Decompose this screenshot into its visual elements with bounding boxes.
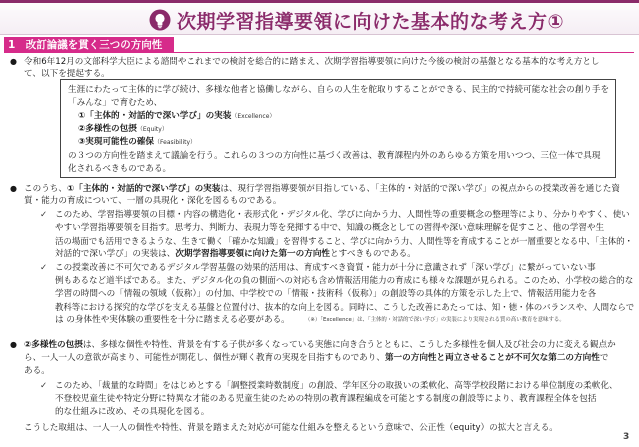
lightbulb-icon [149, 9, 171, 31]
footnote: （※）「Excellence」は、「主体的・対話的で深い学び」の実装により実現される質の高い教育を意味する。 [305, 317, 565, 323]
closing-line: こうした取組は、一人一人の個性や特性、背景を踏まえた対応が可能な仕組みを整えるという意味で、公正性（equity）の拡大と言える。 [24, 423, 558, 433]
para3-line-2: ら、一人一人の意欲が高まり、可能性が開花し、個性が輝く教育の実現を目指すものであり、第一の方向性と両立させることが不可欠な第二の方向性で [24, 353, 609, 363]
para2-line-1: このうち、①「主体的・対話的で深い学び」の実装は、現行学習指導要領が目指している、「主体的・対話的で深い学び」の視点からの授業改善を通じた資 [24, 184, 620, 194]
para3-sub1-line-2: 不登校児童生徒や特定分野に特異な才能のある児童生徒のための特別の教育課程編成を可能とする制度の創設等により、教育課程全体を包括 [55, 394, 597, 404]
title-bar [0, 3, 639, 35]
para2-sub1-line-2: やすい学習指導要領を目指す。思考力、判断力、表現力等を発揮する中で、知識の概念としての習得や深い意味理解を促すこと、他の学習や生 [55, 223, 605, 233]
para2-sub2-line-3: 学習の時間への「情報の領域（仮称）」の付加、中学校での「情報・技術科（仮称）」の創設等の具体的方策を示した上で、情報活用能力を各 [55, 289, 597, 299]
section-divider [174, 52, 634, 53]
direction-item-feasibility: ③実現可能性の確保（Feasibility） [78, 137, 197, 147]
para3-sub1-line-3: 的な仕組みに改め、その具現化を図る。 [55, 407, 210, 417]
check-icon: ✓ [40, 210, 48, 220]
direction-item-equity: ②多様性の包摂（Equity） [78, 124, 168, 134]
bullet-dot: ● [10, 340, 17, 349]
quote-line-2: 「みんな」で育むため、 [68, 98, 163, 108]
para2-line-2: 質・能力の育成について、一層の具現化・深化を図るものである。 [24, 196, 282, 206]
para3-line-1: ②多様性の包摂は、多様な個性や特性、背景を有する子供が多くなっている実態に向き合うとともに、こうした多様性を個人及び社会の力に変える観点か [24, 340, 616, 350]
quote-after-line-1: の３つの方向性を踏まえて議論を行う。これらの３つの方向性に基づく改善は、教育課程内外のあらゆる方策を用いつつ、三位一体で具現 [68, 151, 601, 161]
check-icon: ✓ [40, 381, 48, 391]
bullet-dot: ● [10, 184, 17, 193]
bullet-dot: ● [10, 57, 17, 66]
page-title: 次期学習指導要領に向けた基本的な考え方① [177, 11, 565, 33]
section-heading: 1 改訂論議を貫く三つの方向性 [4, 37, 174, 53]
para1-line-1: 令和6年12月の文部科学大臣による諮問やこれまでの検討を総合的に踏まえ、次期学習指導要領に向けた今後の検討の基盤となる基本的な考え方とし [24, 57, 600, 67]
quote-after-line-2: 化されるべきものである。 [68, 164, 172, 174]
quote-line-1: 生涯にわたって主体的に学び続け、多様な他者と協働しながら、自らの人生を舵取りすることができる、民主的で持続可能な社会の創り手を [68, 85, 610, 95]
para2-sub2-line-4: 教科等における探究的な学びを支える基盤と位置付け、抜本的な向上を図る。同時に、こうした改善にあたっては、知・徳・体のバランスや、人間ならで [55, 302, 635, 312]
para3-line-3: ある。 [24, 366, 50, 376]
direction-item-excellence: ①「主体的・対話的で深い学び」の実装（Excellence） [78, 111, 276, 121]
para1-line-2: て、以下を提起する。 [24, 69, 110, 79]
para2-sub2-line-2: 例もあるなど道半ばである。また、デジタル化の負の側面への対応も含め情報活用能力の育成にも様々な課題が見られる。このため、小学校の総合的な [55, 276, 634, 286]
para2-sub2-line-1: この授業改善に不可欠であるデジタル学習基盤の効果的活用は、育成すべき資質・能力が十分に意識されず「深い学び」に繋がっていない事 [55, 263, 596, 273]
para2-sub1-line-3: 活の場面でも活用できるような、生きて働く「確かな知識」を習得すること、学びに向かう力、人間性等を育成することが一層重要となる中、「主体的・ [55, 236, 633, 246]
check-icon: ✓ [40, 263, 48, 273]
para2-sub1-line-4: 対話的で深い学び」の実装は、次期学習指導要領に向けた第一の方向性とすべきものである。 [55, 249, 416, 259]
para2-sub2-line-5: は の身体性や実体験の重要性を十分に踏まえる必要がある。 [55, 315, 290, 325]
para3-sub1-line-1: このため、「裁量的な時間」をはじめとする「調整授業時数制度」の創設、学年区分の取扱いの柔軟化、高等学校段階における単位制度の柔軟化、 [55, 381, 618, 391]
page-number: 3 [623, 432, 630, 442]
para2-sub1-line-1: このため、学習指導要領の目標・内容の構造化・表形式化・デジタル化、学びに向かう力、人間性等の重要概念の整理等により、分かりやすく、使い [55, 210, 630, 220]
